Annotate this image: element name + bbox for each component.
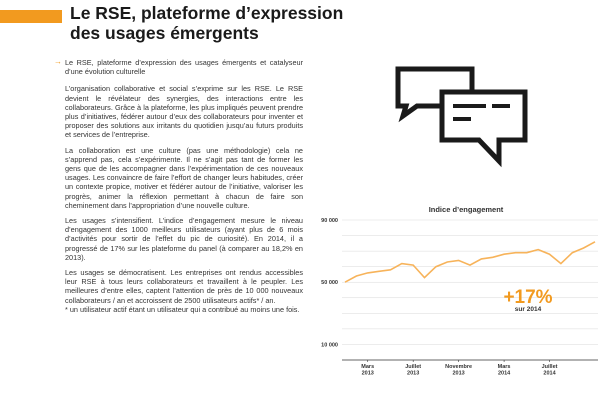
lead-text: Le RSE, plateforme d’expression des usages émergents et catalyseur d’une évolution culturelle: [65, 58, 303, 77]
body-text: [54, 57, 303, 320]
x-tick-label: Juillet 2013: [405, 364, 422, 377]
engagement-series-line: [345, 242, 595, 282]
paragraph-collaboration: La collaboration est une culture (pas une méthodologie) cela ne s’apprend pas, cela s’expérimente. Il ne s’agit pas tant de former les gens que de les accompagner dans l’expérimentation de ces nouveaux usages. Les convaincre de faire l’effort de changer leurs habitudes, créer un contexte propice, motiver et fédérer autour de l’initiative, valoriser les progrès, animer la réflexion permettant à chacun de faire son cheminement dans l’appropriation d’une nouvelle culture.: [65, 145, 303, 210]
x-tick-label: Mars 2014: [497, 364, 511, 377]
paragraph-usages-intensifient: Les usages s’intensifient. L’indice d’engagement mesure le niveau d’engagement des 1000 meilleurs utilisateurs (ayant plus de 6 mois d’activités pour sortir de l’effet du pic de curiosité). En 2014, il a progressé de 17% sur les plateforme du panel (à comparer au 18,2% en 2013).: [65, 216, 303, 262]
page-title: [70, 3, 370, 43]
x-tick-label: Novembre 2013: [445, 364, 473, 377]
growth-annotation-sub: sur 2014: [514, 306, 542, 313]
title-line-1: Le RSE, plateforme d’expression: [70, 3, 344, 23]
y-tick-label: 50 000: [321, 280, 338, 287]
x-tick-label: Juillet 2014: [541, 364, 558, 377]
arrow-right-icon: →: [54, 57, 62, 66]
x-tick-label: Mars 2013: [361, 364, 375, 377]
footnote: * un utilisateur actif étant un utilisateur qui a contribué au moins une fois.: [65, 304, 300, 314]
engagement-chart: [310, 200, 600, 400]
y-tick-label: 10 000: [321, 342, 338, 349]
speech-bubbles-icon: [395, 66, 535, 170]
y-tick-label: 90 000: [321, 218, 338, 224]
title-accent-bar: [0, 10, 62, 23]
growth-annotation: +17%: [503, 287, 553, 308]
paragraph-usages-democratisent: Les usages se démocratisent. Les entreprises ont rendus accessibles leur RSE à tous leurs collaborateurs et travaillent à le peupler. Les meilleures d’entre elles, captent l’attention de près de 10 000 nouveaux collaborateurs / an et accroissent de 2500 utilisateurs actifs* / an.: [65, 268, 303, 305]
title-line-2: des usages émergents: [70, 23, 259, 43]
chart-title: Indice d’engagement: [428, 205, 504, 214]
paragraph-organisation: L’organisation collaborative et social s’exprime sur les RSE. Le RSE devient le révélateur des synergies, des interactions entre les collaborateurs. Grâce à la plateforme, les plus impliqués peuvent prendre plus d’initiatives, fédérer autour d’eux des collaborateurs pour inventer et proposer des solutions aux irritants du quotidien jusqu’au futurs produits et services de l’entreprise.: [65, 84, 303, 140]
lead-paragraph: [54, 57, 303, 77]
